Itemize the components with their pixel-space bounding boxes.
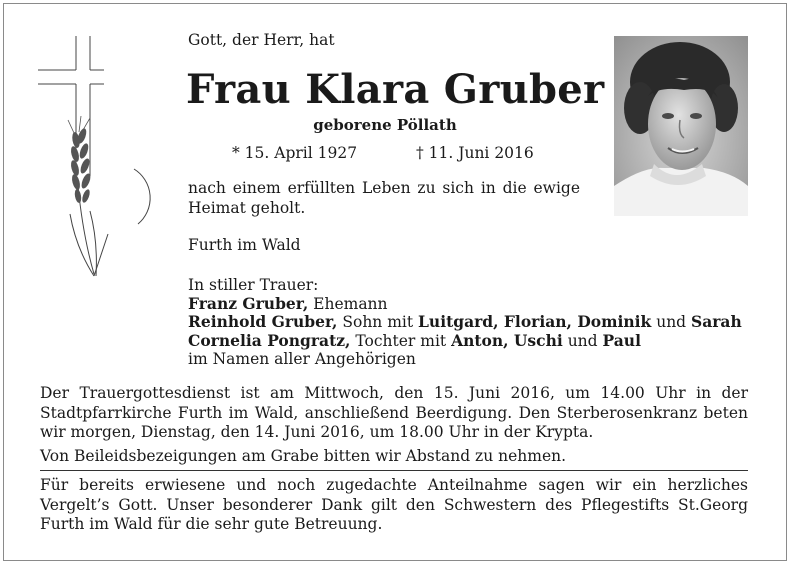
thanks-paragraph: Für bereits erwiesene und noch zugedachte Anteilnahme sagen wir ein herzliches Vergelt’s Gott. Unser besonderer Dank gilt den Schwestern des Pflegestifts St.Georg Furth im Wald für die sehr gute Betreuung. bbox=[40, 476, 748, 533]
lead-text: nach einem erfüllten Leben zu sich in die ewige Heimat geholt. bbox=[188, 179, 580, 217]
mourner-row: Franz Gruber, Ehemann bbox=[188, 293, 388, 313]
deceased-name: Frau Klara Gruber bbox=[186, 66, 605, 113]
place-text: Furth im Wald bbox=[188, 236, 301, 254]
service-paragraph: Der Trauergottesdienst ist am Mittwoch, den 15. Juni 2016, um 14.00 Uhr in der Stadtpfarrkirche Furth im Wald, anschließend Beerdigung. Den Sterberosenkranz beten wir morgen, Dienstag, den 14. Juni 2016, um 18.00 Uhr in der Krypta. bbox=[40, 384, 748, 441]
mourner-row: Reinhold Gruber, Sohn mit Luitgard, Florian, Dominik und Sarah bbox=[188, 312, 742, 331]
mourner-row: Cornelia Pongratz, Tochter mit Anton, Uschi und Paul bbox=[188, 330, 641, 350]
death-date: † 11. Juni 2016 bbox=[416, 144, 534, 162]
mourners-block bbox=[188, 276, 758, 369]
intro-text: Gott, der Herr, hat bbox=[188, 31, 335, 49]
mourner-row: im Namen aller Angehörigen bbox=[188, 350, 416, 368]
divider bbox=[40, 470, 748, 471]
cross-with-wheat-icon bbox=[38, 36, 170, 280]
birth-name: geborene Pöllath bbox=[313, 116, 457, 134]
condolence-paragraph: Von Beileidsbezeigungen am Grabe bitten wir Abstand zu nehmen. bbox=[40, 447, 567, 465]
portrait-photo bbox=[614, 36, 748, 216]
mourners-heading: In stiller Trauer: bbox=[188, 276, 319, 294]
birth-date: * 15. April 1927 bbox=[232, 144, 358, 162]
